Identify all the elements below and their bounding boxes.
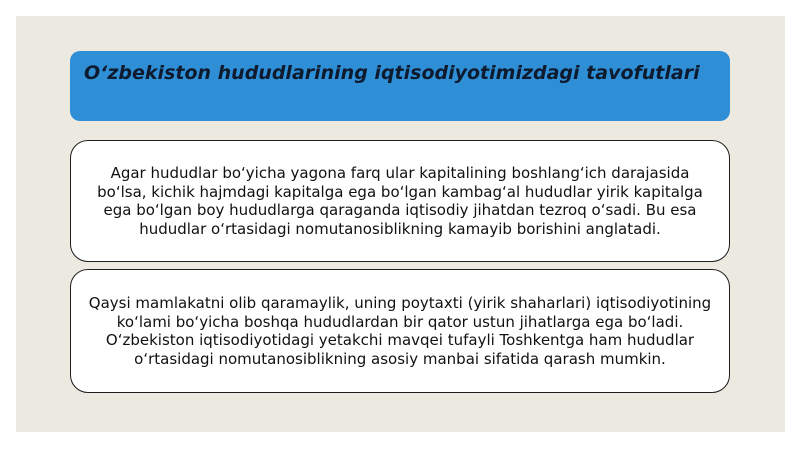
slide-title: O‘zbekiston hududlarining iqtisodiyotimizdagi tavofutlari <box>84 62 700 84</box>
text-card-2 <box>70 269 730 393</box>
text-card-1 <box>70 140 730 262</box>
card-1-text: Agar hududlar bo‘yicha yagona farq ular kapitalining boshlang‘ich darajasida bo‘lsa, kichik hajmdagi kapitalga ega bo‘lgan kambag‘al hududlar yirik kapitalga ega bo‘lgan boy hududlarga qaraganda iqtisodiy jihatdan tezroq o‘sadi. Bu esa hududlar o‘rtasidagi nomutanosiblikning kamayib borishini anglatadi. <box>97 164 703 238</box>
title-banner <box>70 51 730 121</box>
card-2-text: Qaysi mamlakatni olib qaramaylik, uning poytaxti (yirik shaharlari) iqtisodiyotining ko‘lami bo‘yicha boshqa hududlardan bir qator ustun jihatlarga ega bo‘ladi. O‘zbekiston iqtisodiyotidagi yetakchi mavqei tufayli Toshkentga ham hududlar o‘rtasidagi nomutanosiblikning asosiy manbai sifatida qarash mumkin. <box>88 294 712 368</box>
